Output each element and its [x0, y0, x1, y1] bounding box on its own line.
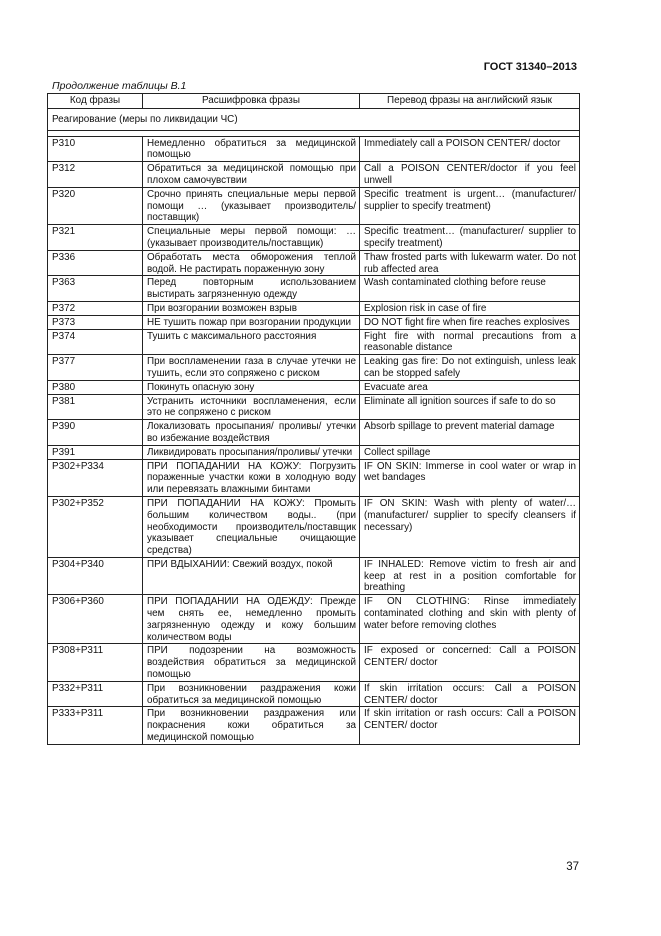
phrase-code: P381 — [48, 394, 143, 420]
phrase-decoding: При возгорании возможен взрыв — [143, 301, 360, 315]
table-row — [48, 420, 580, 446]
phrase-code: P304+P340 — [48, 557, 143, 594]
phrase-decoding: ПРИ ПОПАДАНИИ НА КОЖУ: Промыть большим количеством воды.. (при необходимости производитель/поставщик указывает специальные очищающие средства) — [143, 496, 360, 557]
table-header-row — [48, 94, 580, 109]
table-row — [48, 250, 580, 276]
table-row — [48, 315, 580, 329]
phrase-english: Call a POISON CENTER/doctor if you feel unwell — [360, 162, 580, 188]
phrase-decoding: ПРИ ПОПАДАНИИ НА ОДЕЖДУ: Прежде чем снять ее, немедленно промыть загрязненную одежду и кожу большим количеством воды — [143, 595, 360, 644]
phrase-code: P320 — [48, 187, 143, 224]
section-title-row — [48, 108, 580, 130]
phrase-english: IF ON SKIN: Immerse in cool water or wrap in wet bandages — [360, 459, 580, 496]
phrase-english: Thaw frosted parts with lukewarm water. Do not rub affected area — [360, 250, 580, 276]
table-row — [48, 225, 580, 251]
table-row — [48, 380, 580, 394]
phrase-decoding: Перед повторным использованием выстирать загрязненную одежду — [143, 276, 360, 302]
phrase-decoding: Срочно принять специальные меры первой помощи … (указывает производитель/поставщик) — [143, 187, 360, 224]
phrase-decoding: ПРИ подозрении на возможность воздействия обратиться за медицинской помощью — [143, 644, 360, 681]
phrase-english: Evacuate area — [360, 380, 580, 394]
phrase-decoding: НЕ тушить пожар при возгорании продукции — [143, 315, 360, 329]
phrase-english: Absorb spillage to prevent material damage — [360, 420, 580, 446]
phrase-code: P390 — [48, 420, 143, 446]
phrase-english: If skin irritation occurs: Call a POISON CENTER/ doctor — [360, 681, 580, 707]
phrase-english: IF ON CLOTHING: Rinse immediately contaminated clothing and skin with plenty of water before removing clothes — [360, 595, 580, 644]
table-row — [48, 276, 580, 302]
phrase-english: Specific treatment is urgent… (manufacturer/ supplier to specify treatment) — [360, 187, 580, 224]
phrase-decoding: Тушить с максимального расстояния — [143, 329, 360, 355]
table-row — [48, 496, 580, 557]
phrase-decoding: При возникновении раздражения кожи обратиться за медицинской помощью — [143, 681, 360, 707]
table-row — [48, 136, 580, 162]
column-header-code: Код фразы — [48, 94, 143, 109]
phrase-english: Collect spillage — [360, 445, 580, 459]
phrase-code: P391 — [48, 445, 143, 459]
phrase-decoding: ПРИ ПОПАДАНИИ НА КОЖУ: Погрузить пораженные участки кожи в холодную воду или перевязать влажными бинтами — [143, 459, 360, 496]
phrase-english: IF exposed or concerned: Call a POISON CENTER/ doctor — [360, 644, 580, 681]
phrase-english: Specific treatment… (manufacturer/ supplier to specify treatment) — [360, 225, 580, 251]
phrase-code: P312 — [48, 162, 143, 188]
column-header-english: Перевод фразы на английский язык — [360, 94, 580, 109]
precautionary-phrases-table — [47, 93, 580, 745]
phrase-code: P372 — [48, 301, 143, 315]
document-code: ГОСТ 31340–2013 — [483, 61, 577, 73]
phrase-code: P374 — [48, 329, 143, 355]
phrase-code: P363 — [48, 276, 143, 302]
phrase-code: P302+P334 — [48, 459, 143, 496]
phrase-english: Fight fire with normal precautions from a reasonable distance — [360, 329, 580, 355]
table-row — [48, 459, 580, 496]
phrase-code: P332+P311 — [48, 681, 143, 707]
table-row — [48, 681, 580, 707]
phrase-english: Explosion risk in case of fire — [360, 301, 580, 315]
phrase-english: DO NOT fight fire when fire reaches explosives — [360, 315, 580, 329]
phrase-english: If skin irritation or rash occurs: Call a POISON CENTER/ doctor — [360, 707, 580, 744]
phrase-decoding: Покинуть опасную зону — [143, 380, 360, 394]
phrase-decoding: При возникновении раздражения или покраснения кожи обратиться за медицинской помощью — [143, 707, 360, 744]
table-continuation-label: Продолжение таблицы В.1 — [52, 80, 187, 92]
table-row — [48, 394, 580, 420]
phrase-decoding: Обратиться за медицинской помощью при плохом самочувствии — [143, 162, 360, 188]
phrase-decoding: ПРИ ВДЫХАНИИ: Свежий воздух, покой — [143, 557, 360, 594]
table-row — [48, 445, 580, 459]
phrase-code: P308+P311 — [48, 644, 143, 681]
phrase-english: Immediately call a POISON CENTER/ doctor — [360, 136, 580, 162]
phrase-decoding: Специальные меры первой помощи: … (указывает производитель/поставщик) — [143, 225, 360, 251]
table-row — [48, 329, 580, 355]
column-header-decoding: Расшифровка фразы — [143, 94, 360, 109]
table-row — [48, 355, 580, 381]
phrase-decoding: Устранить источники воспламенения, если это не сопряжено с риском — [143, 394, 360, 420]
page-number: 37 — [566, 861, 579, 873]
phrase-code: P377 — [48, 355, 143, 381]
phrase-code: P336 — [48, 250, 143, 276]
table-row — [48, 301, 580, 315]
table-row — [48, 595, 580, 644]
phrase-code: P333+P311 — [48, 707, 143, 744]
phrase-decoding: Локализовать просыпания/ проливы/ утечки во избежание воздействия — [143, 420, 360, 446]
phrase-code: P373 — [48, 315, 143, 329]
phrase-code: P321 — [48, 225, 143, 251]
phrase-decoding: При воспламенении газа в случае утечки не тушить, если это сопряжено с риском — [143, 355, 360, 381]
phrase-decoding: Ликвидировать просыпания/проливы/ утечки — [143, 445, 360, 459]
table-row — [48, 187, 580, 224]
phrase-english: Leaking gas fire: Do not extinguish, unless leak can be stopped safely — [360, 355, 580, 381]
phrase-code: P380 — [48, 380, 143, 394]
section-title: Реагирование (меры по ликвидации ЧС) — [48, 108, 580, 130]
phrase-english: Wash contaminated clothing before reuse — [360, 276, 580, 302]
phrase-english: Eliminate all ignition sources if safe to do so — [360, 394, 580, 420]
phrase-code: P310 — [48, 136, 143, 162]
phrase-code: P302+P352 — [48, 496, 143, 557]
phrase-english: IF INHALED: Remove victim to fresh air and keep at rest in a position comfortable for breathing — [360, 557, 580, 594]
phrase-code: P306+P360 — [48, 595, 143, 644]
table-row — [48, 644, 580, 681]
table-row — [48, 707, 580, 744]
phrase-decoding: Немедленно обратиться за медицинской помощью — [143, 136, 360, 162]
phrase-english: IF ON SKIN: Wash with plenty of water/… (manufacturer/ supplier to specify cleansers if necessary) — [360, 496, 580, 557]
table-row — [48, 162, 580, 188]
table-row — [48, 557, 580, 594]
phrase-decoding: Обработать места обморожения теплой водой. Не растирать пораженную зону — [143, 250, 360, 276]
